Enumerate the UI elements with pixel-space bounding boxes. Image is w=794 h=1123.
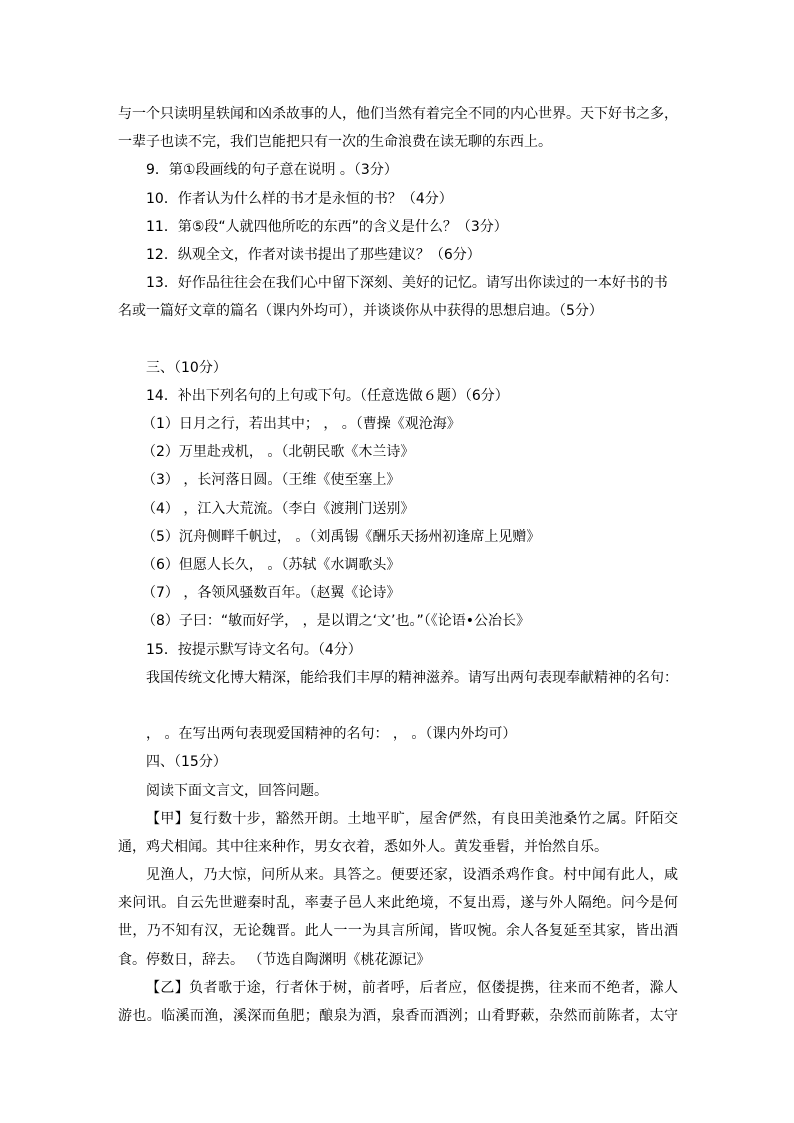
question-9: 9．第①段画线的句子意在说明 。（3分） xyxy=(146,162,398,179)
question-12: 12．纵观全文，作者对读书提出了那些建议？（6分） xyxy=(146,246,481,263)
question-11: 11．第⑤段“人就四他所吃的东西”的含义是什么？（3分） xyxy=(146,218,508,235)
passage-line: 与一个只读明星轶闻和凶杀故事的人，他们当然有着完全不同的内心世界。天下好书之多， xyxy=(118,106,678,122)
jia-passage-line: 【甲】复行数十步，豁然开朗。土地平旷，屋舍俨然，有良田美池桑竹之属。阡陌交 xyxy=(146,810,678,827)
question-15-line2: ， 。在写出两句表现爱国精神的名句： ， 。（课内外均可） xyxy=(146,726,517,743)
question-14-title: 14．补出下列名句的上句或下句。（任意选做６题）（6分） xyxy=(146,387,509,404)
jia-source-line: 食。停数日，辞去。 （节选自陶渊明《桃花源记》 xyxy=(118,951,431,968)
q14-item-1: （1）日月之行，若出其中； ， 。（曹操《观沧海》 xyxy=(142,416,461,433)
yi-passage-line: 游也。临溪而渔，溪深而鱼肥；酿泉为酒，泉香而酒洌；山肴野蔌，杂然而前陈者，太守 xyxy=(118,1008,678,1024)
question-15-prompt: 我国传统文化博大精深，能给我们丰厚的精神滋养。请写出两句表现奉献精神的名句： xyxy=(146,669,678,686)
blank-line xyxy=(118,692,678,720)
jia-passage-line: 世，乃不知有汉，无论魏晋。此人一一为具言所闻，皆叹惋。余人各复延至其家，皆出酒 xyxy=(118,923,678,940)
blank-line xyxy=(118,326,678,354)
q14-item-4: （4） ，江入大荒流。（李白《渡荆门送别》 xyxy=(142,500,415,517)
q14-item-7: （7） ，各领风骚数百年。（赵翼《论诗》 xyxy=(142,585,401,602)
question-13: 13．好作品往往会在我们心中留下深刻、美好的记忆。请写出你读过的一本好书的书 xyxy=(146,275,668,292)
q14-item-2: （2）万里赴戎机， 。（北朝民歌《木兰诗》 xyxy=(142,444,415,461)
section-3-heading: 三、（10分） xyxy=(146,359,227,376)
question-13-cont: 名或一篇好文章的篇名（课内外均可），并谈谈你从中获得的思想启迪。（5分） xyxy=(118,303,603,320)
q14-item-3: （3） ，长河落日圆。（王维《使至塞上》 xyxy=(142,472,401,489)
section-4-instruction: 阅读下面文言文，回答问题。 xyxy=(146,782,328,799)
jia-passage-line: 来问讯。自云先世避秦时乱，率妻子邑人来此绝境，不复出焉，遂与外人隔绝。问今是何 xyxy=(118,895,678,912)
section-4-heading: 四、（15分） xyxy=(146,754,227,771)
yi-passage-line: 【乙】负者歌于途，行者休于树，前者呼，后者应，伛偻提携，往来而不绝者，滁人 xyxy=(146,979,678,996)
question-15-title: 15．按提示默写诗文名句。（4分） xyxy=(146,641,362,658)
question-10: 10．作者认为什么样的书才是永恒的书？（4分） xyxy=(146,190,453,207)
q14-item-8: （8）子曰：“敏而好学， ，是以谓之‘文’也。”（《论语•公冶长》 xyxy=(142,613,531,630)
q14-item-6: （6）但愿人长久， 。（苏轼《水调歌头》 xyxy=(142,557,401,573)
passage-line: 一辈子也读不完，我们岂能把只有一次的生命浪费在读无聊的东西上。 xyxy=(118,134,552,151)
jia-passage-line: 见渔人，乃大惊，问所从来。具答之。便要还家，设酒杀鸡作食。村中闻有此人，咸 xyxy=(146,867,678,884)
q14-item-5: （5）沉舟侧畔千帆过， 。（刘禹锡《酬乐天扬州初逢席上见赠》 xyxy=(142,528,541,545)
document-page xyxy=(118,100,678,1030)
jia-passage-line: 通，鸡犬相闻。其中往来种作，男女衣着，悉如外人。黄发垂髫，并怡然自乐。 xyxy=(118,838,608,855)
